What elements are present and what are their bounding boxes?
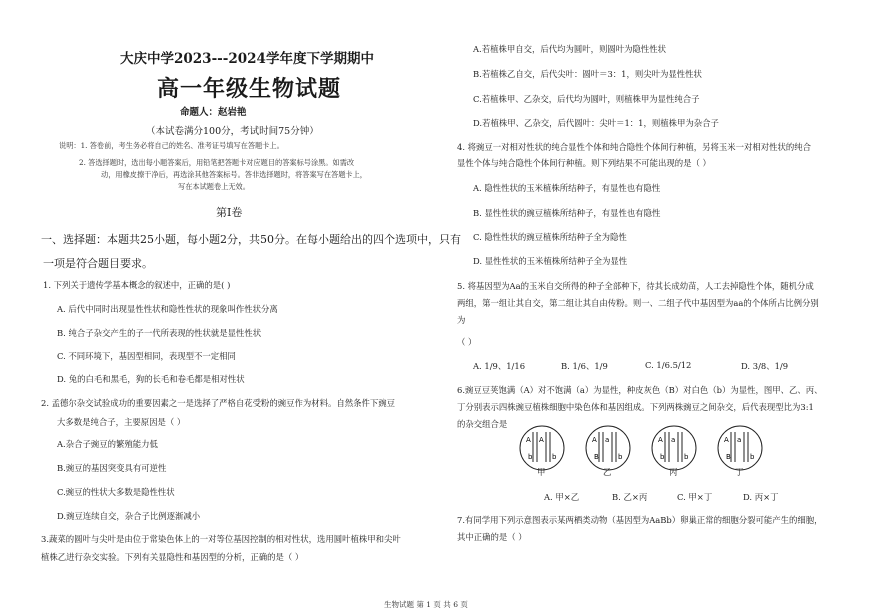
- svg-text:b: b: [750, 453, 755, 461]
- score-line: （本试卷满分100分，考试时间75分钟）: [146, 126, 319, 137]
- question-4-option-d: D. 显性性状的玉米植株所结种子全为显性: [473, 256, 628, 266]
- question-2-option-c: C.豌豆的性状大多数是隐性性状: [57, 487, 175, 497]
- question-6-line3: 的杂交组合是: [457, 419, 508, 429]
- question-4-line1: 4. 将豌豆一对相对性状的纯合显性个体和纯合隐性个体间行种植，另将玉米一对相对性状的纯合: [457, 142, 812, 152]
- question-3-line2: 植株乙进行杂交实验。下列有关显隐性和基因型的分析，正确的是（ ）: [41, 552, 304, 562]
- svg-text:b: b: [660, 453, 665, 461]
- author-line: 命题人：赵岩艳: [180, 107, 247, 118]
- question-6-option-a: A. 甲×乙: [544, 492, 580, 502]
- svg-text:b: b: [552, 453, 557, 461]
- cell-label-ding: 丁: [735, 467, 744, 477]
- question-6-option-d: D. 丙×丁: [743, 492, 779, 502]
- svg-text:A: A: [658, 436, 663, 444]
- svg-text:A: A: [592, 436, 597, 444]
- cell-label-bing: 丙: [669, 467, 678, 477]
- question-4-option-c: C. 隐性性状的豌豆植株所结种子全为隐性: [473, 232, 627, 242]
- cell-jia: [520, 426, 564, 470]
- question-7-line1: 7.有同学用下列示意图表示某两栖类动物（基因型为AaBb）卵巢正常的细胞分裂可能产生的细胞，: [457, 515, 823, 525]
- question-3-line1: 3.蔬菜的圆叶与尖叶是由位于常染色体上的一对等位基因控制的相对性状，选用圆叶植株甲和尖叶: [41, 534, 401, 544]
- question-5-option-d: D. 3/8、1/9: [741, 361, 789, 371]
- question-5-option-b: B. 1/6、1/9: [561, 361, 608, 371]
- svg-text:a: a: [737, 436, 742, 444]
- question-7-line2: 其中正确的是（ ）: [457, 532, 527, 542]
- question-5-line2: 两组，第一组让其自交，第二组让其自由传粉。则一、二组子代中基因型为aa的个体所占比例分别: [457, 298, 819, 308]
- question-6-line1: 6.豌豆豆荚饱满（A）对不饱满（a）为显性，种皮灰色（B）对白色（b）为显性，图甲、乙、丙、: [457, 385, 823, 395]
- question-4-line2: 显性个体与纯合隐性个体间行种植。则下列结果不可能出现的是（ ）: [457, 158, 711, 168]
- svg-text:A: A: [724, 436, 729, 444]
- note-2-line2: 动，用橡皮擦干净后，再选涂其他答案标号。答非选择题时，将答案写在答题卡上，: [101, 170, 367, 179]
- question-2-line1: 2. 孟德尔杂交试验成功的重要因素之一是选择了严格自花受粉的豌豆作为材料。自然条件下豌豆: [41, 398, 396, 408]
- question-1-option-d: D. 兔的白毛和黑毛，狗的长毛和卷毛都是相对性状: [57, 374, 245, 384]
- svg-text:a: a: [671, 436, 676, 444]
- svg-text:B: B: [594, 453, 599, 461]
- question-5-line3: 为: [457, 315, 466, 325]
- svg-text:b: b: [684, 453, 689, 461]
- cell-yi: [586, 426, 630, 470]
- svg-text:b: b: [618, 453, 623, 461]
- question-1-option-b: B. 纯合子杂交产生的子一代所表现的性状就是显性性状: [57, 328, 262, 338]
- question-3-option-d: D.若植株甲、乙杂交，后代圆叶：尖叶＝1：1，则植株甲为杂合子: [473, 118, 719, 128]
- chromosome-diagrams: [518, 420, 788, 482]
- cell-label-jia: 甲: [537, 467, 546, 477]
- question-6-option-c: C. 甲×丁: [677, 492, 713, 502]
- cell-label-yi: 乙: [603, 467, 612, 477]
- question-2-option-d: D.豌豆连续自交，杂合子比例逐渐减小: [57, 511, 201, 521]
- question-6-option-b: B. 乙×丙: [612, 492, 648, 502]
- question-4-option-a: A. 隐性性状的玉米植株所结种子，有显性也有隐性: [473, 183, 661, 193]
- section-heading-line1: 一、选择题：本题共25小题，每小题2分，共50分。在每小题给出的四个选项中，只有: [41, 233, 461, 246]
- question-4-option-b: B. 显性性状的豌豆植株所结种子，有显性也有隐性: [473, 208, 661, 218]
- question-5-line1: 5. 将基因型为Aa的玉米自交所得的种子全部种下，待其长成幼苗，人工去掉隐性个体，随机分成: [457, 281, 814, 291]
- page-footer: 生物试题 第 1 页 共 6 页: [384, 600, 468, 609]
- question-3-option-b: B.若植株乙自交，后代尖叶：圆叶＝3：1，则尖叶为显性性状: [473, 69, 702, 79]
- question-3-option-a: A.若植株甲自交，后代均为圆叶，则圆叶为隐性性状: [473, 44, 666, 54]
- question-2-option-b: B.豌豆的基因突变具有可逆性: [57, 463, 167, 473]
- question-5-paren: （ ）: [457, 337, 477, 347]
- note-2-line3: 写在本试题卷上无效。: [178, 182, 250, 191]
- question-5-option-c: C. 1/6.5/12: [645, 360, 692, 370]
- exam-title: 高一年级生物试题: [157, 76, 342, 102]
- question-2-option-a: A.杂合子豌豆的繁殖能力低: [57, 439, 158, 449]
- question-1-option-c: C. 不同环境下，基因型相同，表现型不一定相同: [57, 351, 236, 361]
- section-heading-line2: 一项是符合题目要求。: [43, 257, 153, 270]
- question-1-option-a: A. 后代中同时出现显性性状和隐性性状的现象叫作性状分离: [57, 304, 278, 314]
- question-2-line2: 大多数是纯合子，主要原因是（ ）: [57, 417, 186, 427]
- svg-text:A: A: [526, 436, 531, 444]
- note-1: 说明：1. 答卷前，考生务必将自己的姓名、准考证号填写在答题卡上。: [59, 141, 284, 150]
- svg-text:a: a: [605, 436, 610, 444]
- cell-ding: [718, 426, 762, 470]
- question-3-option-c: C.若植株甲、乙杂交，后代均为圆叶，则植株甲为显性纯合子: [473, 94, 700, 104]
- question-1: 1. 下列关于遗传学基本概念的叙述中，正确的是( ): [43, 280, 231, 290]
- svg-text:b: b: [528, 453, 533, 461]
- question-6-line2: 丁分别表示四株豌豆植株细胞中染色体和基因组成。下列两株豌豆之间杂交，后代表现型比为3:1: [457, 402, 814, 412]
- note-2-line1: 2. 答选择题时，选出每小题答案后，用铅笔把答题卡对应题目的答案标号涂黑。如需改: [79, 158, 355, 167]
- volume-heading: 第Ⅰ卷: [216, 206, 243, 219]
- cell-bing: [652, 426, 696, 470]
- school-title: 大庆中学2023---2024学年度下学期期中: [120, 51, 374, 67]
- svg-text:B: B: [726, 453, 731, 461]
- svg-text:A: A: [539, 436, 544, 444]
- question-5-option-a: A. 1/9、1/16: [473, 361, 526, 371]
